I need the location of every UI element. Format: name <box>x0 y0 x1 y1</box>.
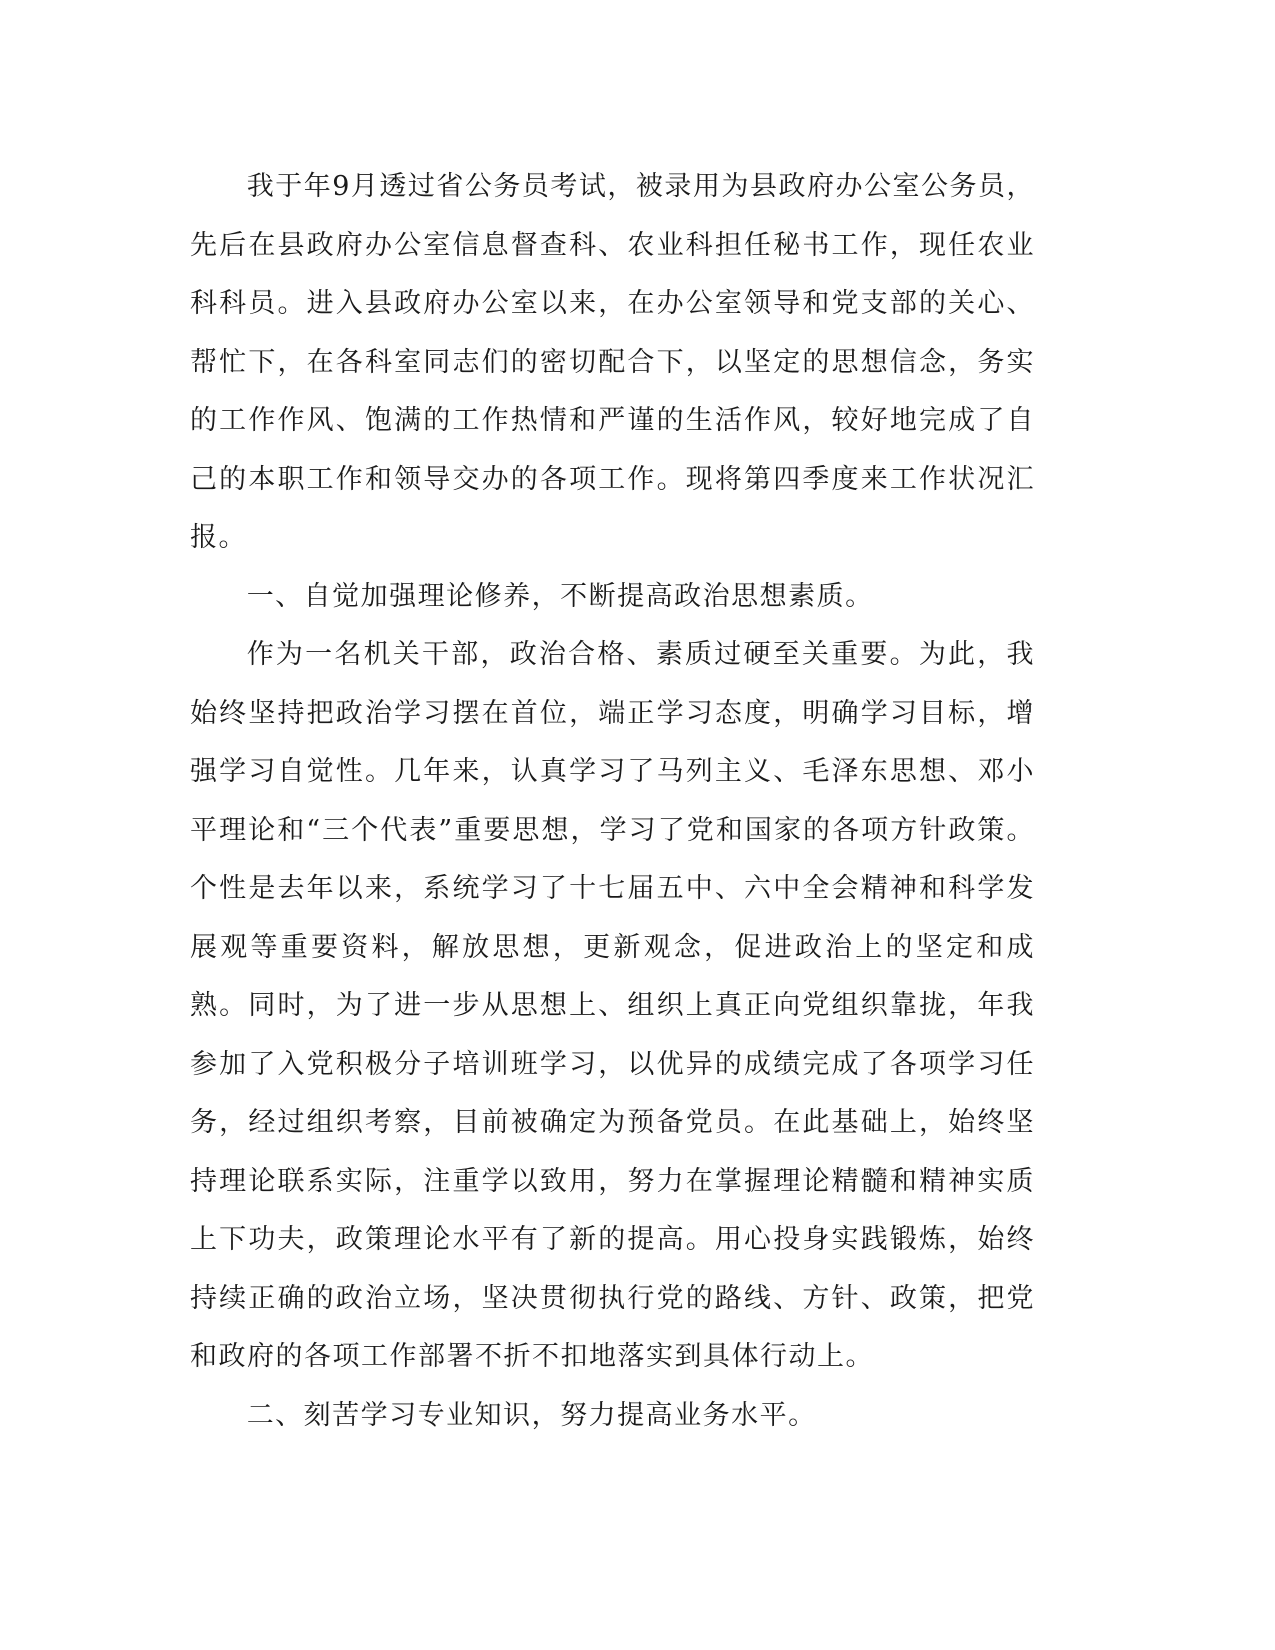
section-1-paragraph: 作为一名机关干部，政治合格、素质过硬至关重要。为此，我始终坚持把政治学习摆在首位，端正学习态度，明确学习目标，增强学习自觉性。几年来，认真学习了马列主义、毛泽东思想、邓小平理论和“三个代表”重要思想，学习了党和国家的各项方针政策。个性是去年以来，系统学习了十七届五中、六中全会精神和科学发展观等重要资料，解放思想，更新观念，促进政治上的坚定和成熟。同时，为了进一步从思想上、组织上真正向党组织靠拢，年我参加了入党积极分子培训班学习，以优异的成绩完成了各项学习任务，经过组织考察，目前被确定为预备党员。在此基础上，始终坚持理论联系实际，注重学以致用，努力在掌握理论精髓和精神实质上下功夫，政策理论水平有了新的提高。用心投身实践锻炼，始终持续正确的政治立场，坚决贯彻执行党的路线、方针、政策，把党和政府的各项工作部署不折不扣地落实到具体行动上。 <box>190 639 1035 1372</box>
section-heading-2: 二、刻苦学习专业知识，努力提高业务水平。 <box>246 1399 817 1431</box>
document-body <box>190 158 1035 1445</box>
intro-paragraph: 我于年9月透过省公务员考试，被录用为县政府办公室公务员，先后在县政府办公室信息督查科、农业科担任秘书工作，现任农业科科员。进入县政府办公室以来，在办公室领导和党支部的关心、帮忙下，在各科室同志们的密切配合下，以坚定的思想信念，务实的工作作风、饱满的工作热情和严谨的生活作风，较好地完成了自己的本职工作和领导交办的各项工作。现将第四季度来工作状况汇报。 <box>190 171 1035 553</box>
section-heading-1: 一、自觉加强理论修养，不断提高政治思想素质。 <box>246 580 874 612</box>
